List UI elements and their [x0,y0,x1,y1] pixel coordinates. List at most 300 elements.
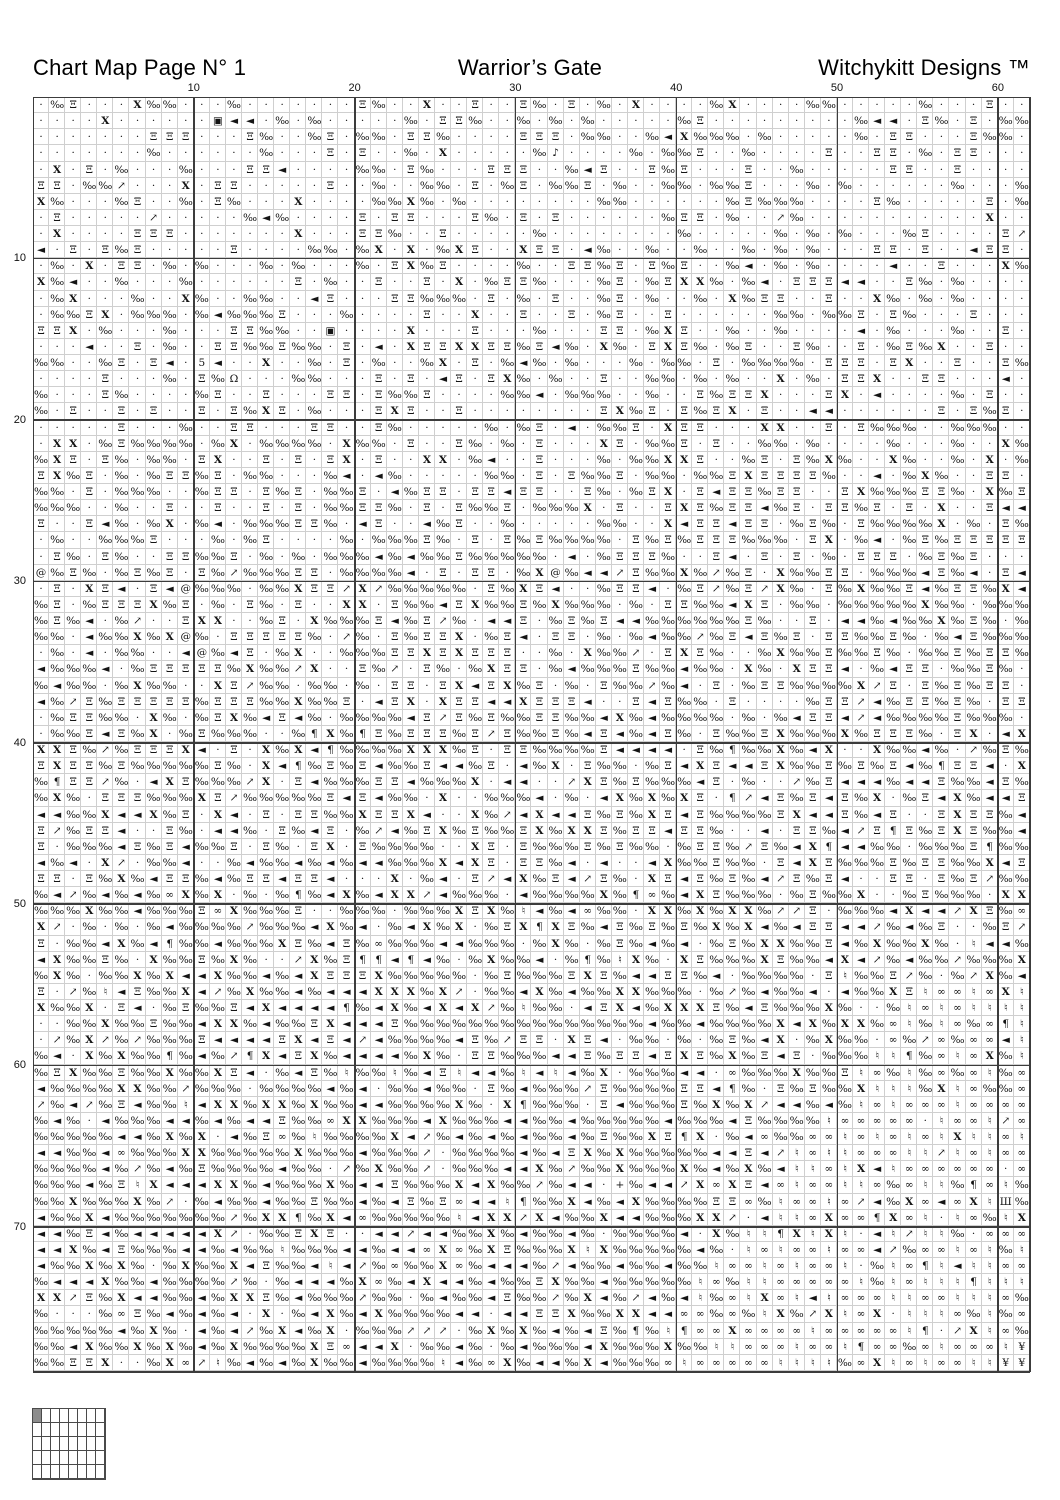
stitch-cell-hourglass: X [290,1032,306,1048]
stitch-cell-arrow-left: ◄ [628,742,644,758]
stitch-cell-permille: ‰ [65,468,81,484]
stitch-cell-dot: · [531,629,547,645]
stitch-cell-dot: · [612,1065,628,1081]
stitch-cell-dot: · [178,242,194,258]
stitch-cell-xi: Ξ [33,758,49,774]
stitch-cell-natural: ♮ [451,1065,467,1081]
stitch-cell-hourglass: X [129,968,145,984]
stitch-cell-xi: Ξ [966,113,982,129]
stitch-cell-infinity: ∞ [805,1258,821,1274]
stitch-cell-hourglass: X [178,887,194,903]
stitch-cell-dot: · [564,145,580,161]
stitch-cell-infinity: ∞ [933,1065,949,1081]
stitch-cell-permille: ‰ [499,1177,515,1193]
stitch-cell-dot: · [97,678,113,694]
stitch-cell-permille: ‰ [178,919,194,935]
stitch-cell-dot: · [998,758,1014,774]
stitch-cell-permille: ‰ [451,887,467,903]
stitch-cell-permille: ‰ [274,1081,290,1097]
stitch-cell-dot: · [869,1000,885,1016]
stitch-cell-arrow-left: ◄ [580,1000,596,1016]
stitch-cell-permille: ‰ [97,355,113,371]
stitch-cell-arrow-left: ◄ [805,1290,821,1306]
stitch-cell-xi: Ξ [773,678,789,694]
stitch-cell-dot: · [885,371,901,387]
stitch-cell-dot: · [548,468,564,484]
stitch-cell-arrow-left: ◄ [821,1097,837,1113]
stitch-cell-permille: ‰ [660,436,676,452]
stitch-cell-dot: · [483,1306,499,1322]
stitch-cell-permille: ‰ [901,516,917,532]
stitch-cell-permille: ‰ [371,839,387,855]
stitch-cell-dot: · [49,145,65,161]
stitch-cell-hourglass: X [355,1274,371,1290]
stitch-cell-infinity: ∞ [821,1177,837,1193]
stitch-cell-dot: · [773,387,789,403]
stitch-cell-hourglass: X [660,903,676,919]
stitch-cell-arrow-left: ◄ [499,613,515,629]
stitch-cell-dot: · [355,274,371,290]
stitch-cell-permille: ‰ [885,952,901,968]
stitch-cell-dot: · [33,291,49,307]
stitch-cell-infinity: ∞ [933,1032,949,1048]
stitch-cell-permille: ‰ [628,1081,644,1097]
stitch-cell-permille: ‰ [290,1258,306,1274]
stitch-cell-arrow-left: ◄ [676,661,692,677]
stitch-cell-permille: ‰ [564,726,580,742]
stitch-cell-xi: Ξ [226,742,242,758]
stitch-cell-xi: Ξ [403,162,419,178]
stitch-cell-xi: Ξ [226,629,242,645]
stitch-cell-permille: ‰ [676,113,692,129]
stitch-cell-xi: Ξ [162,565,178,581]
stitch-cell-omega: Ω [226,371,242,387]
stitch-cell-xi: Ξ [146,532,162,548]
stitch-cell-permille: ‰ [194,1000,210,1016]
stitch-cell-dot: · [33,532,49,548]
stitch-cell-hourglass: X [821,1032,837,1048]
stitch-cell-xi: Ξ [194,1161,210,1177]
stitch-cell-hourglass: X [258,403,274,419]
stitch-cell-xi: Ξ [531,420,547,436]
stitch-cell-hourglass: X [403,807,419,823]
stitch-cell-dot: · [451,97,467,113]
brand-label: Witchykitt Designs ™ [818,55,1030,80]
stitch-cell-permille: ‰ [371,1129,387,1145]
stitch-cell-dot: · [467,291,483,307]
stitch-cell-permille: ‰ [194,774,210,790]
stitch-cell-xi: Ξ [869,549,885,565]
stitch-cell-permille: ‰ [740,532,756,548]
stitch-cell-dot: · [322,355,338,371]
stitch-cell-permille: ‰ [644,532,660,548]
stitch-cell-arrow-ne: ↗ [355,1290,371,1306]
stitch-cell-xi: Ξ [901,581,917,597]
stitch-cell-infinity: ∞ [708,1274,724,1290]
stitch-cell-xi: Ξ [162,823,178,839]
stitch-cell-permille: ‰ [403,839,419,855]
stitch-cell-permille: ‰ [338,807,354,823]
stitch-cell-dot: · [821,226,837,242]
stitch-cell-arrow-left: ◄ [371,468,387,484]
stitch-cell-dot: · [998,194,1014,210]
stitch-cell-dot: · [146,823,162,839]
stitch-cell-permille: ‰ [1014,1290,1030,1306]
stitch-cell-xi: Ξ [258,871,274,887]
stitch-cell-permille: ‰ [998,661,1014,677]
stitch-cell-dot: · [805,210,821,226]
stitch-cell-hourglass: X [773,936,789,952]
stitch-cell-dot: · [901,387,917,403]
stitch-cell-dot: · [644,210,660,226]
stitch-cell-arrow-left: ◄ [435,887,451,903]
stitch-cell-permille: ‰ [821,726,837,742]
stitch-cell-xi: Ξ [548,710,564,726]
stitch-cell-xi: Ξ [740,162,756,178]
stitch-cell-permille: ‰ [226,968,242,984]
stitch-cell-permille: ‰ [499,1274,515,1290]
stitch-cell-xi: Ξ [548,210,564,226]
stitch-cell-dot: · [451,210,467,226]
stitch-cell-permille: ‰ [531,1129,547,1145]
stitch-cell-permille: ‰ [805,371,821,387]
stitch-cell-dot: · [515,226,531,242]
stitch-cell-dot: · [773,549,789,565]
stitch-cell-pilcrow: ¶ [676,1129,692,1145]
stitch-cell-arrow-left: ◄ [757,1177,773,1193]
stitch-cell-dot: · [129,129,145,145]
stitch-cell-permille: ‰ [226,871,242,887]
stitch-cell-permille: ‰ [210,1210,226,1226]
stitch-cell-permille: ‰ [451,726,467,742]
stitch-cell-hourglass: X [853,1161,869,1177]
stitch-cell-permille: ‰ [901,484,917,500]
stitch-cell-dot: · [129,403,145,419]
stitch-cell-permille: ‰ [757,355,773,371]
stitch-cell-permille: ‰ [708,661,724,677]
stitch-cell-dot: · [129,145,145,161]
stitch-cell-dot: · [612,484,628,500]
stitch-cell-permille: ‰ [194,1274,210,1290]
stitch-cell-dot: · [499,403,515,419]
stitch-cell-xi: Ξ [821,387,837,403]
stitch-cell-arrow-left: ◄ [869,1161,885,1177]
stitch-cell-permille: ‰ [982,742,998,758]
stitch-cell-dot: · [596,694,612,710]
stitch-cell-xi: Ξ [33,178,49,194]
stitch-cell-dot: · [322,371,338,387]
stitch-cell-dot: · [97,484,113,500]
stitch-cell-permille: ‰ [129,1323,145,1339]
stitch-cell-dot: · [949,339,965,355]
stitch-cell-permille: ‰ [612,1290,628,1306]
stitch-cell-dot: · [258,194,274,210]
stitch-cell-dot: · [226,129,242,145]
stitch-cell-permille: ‰ [355,1065,371,1081]
stitch-cell-permille: ‰ [113,1210,129,1226]
stitch-cell-dot: · [435,403,451,419]
stitch-cell-dot: · [129,774,145,790]
stitch-cell-dot: · [387,355,403,371]
stitch-cell-permille: ‰ [306,758,322,774]
stitch-cell-permille: ‰ [837,226,853,242]
stitch-cell-xi: Ξ [805,468,821,484]
stitch-cell-dot: · [1014,549,1030,565]
stitch-cell-xi: Ξ [724,532,740,548]
stitch-cell-xi: Ξ [1014,694,1030,710]
stitch-cell-arrow-left: ◄ [210,307,226,323]
stitch-cell-arrow-ne: ↗ [612,565,628,581]
stitch-cell-arrow-left: ◄ [355,919,371,935]
stitch-cell-dot: · [322,629,338,645]
stitch-cell-xi: Ξ [901,500,917,516]
stitch-cell-permille: ‰ [467,1016,483,1032]
stitch-cell-xi: Ξ [322,1226,338,1242]
stitch-cell-permille: ‰ [789,968,805,984]
stitch-cell-xi: Ξ [210,387,226,403]
stitch-cell-xi: Ξ [306,807,322,823]
stitch-cell-xi: Ξ [290,629,306,645]
stitch-cell-dot: · [901,549,917,565]
stitch-cell-xi: Ξ [210,500,226,516]
stitch-cell-permille: ‰ [1014,194,1030,210]
stitch-cell-dot: · [837,403,853,419]
stitch-cell-permille: ‰ [531,145,547,161]
stitch-cell-natural: ♮ [998,1177,1014,1193]
stitch-cell-dot: · [242,1306,258,1322]
stitch-cell-xi: Ξ [821,694,837,710]
stitch-cell-xi: Ξ [805,274,821,290]
stitch-cell-dot: · [242,436,258,452]
stitch-cell-xi: Ξ [467,903,483,919]
stitch-cell-permille: ‰ [419,194,435,210]
stitch-cell-permille: ‰ [371,436,387,452]
stitch-cell-natural: ♮ [821,1194,837,1210]
stitch-cell-hourglass: X [628,1194,644,1210]
stitch-cell-permille: ‰ [628,403,644,419]
stitch-cell-xi: Ξ [322,145,338,161]
stitch-cell-dot: · [274,129,290,145]
stitch-cell-xi: Ξ [322,581,338,597]
stitch-cell-xi: Ξ [757,758,773,774]
stitch-cell-permille: ‰ [596,1306,612,1322]
stitch-cell-permille: ‰ [306,1081,322,1097]
stitch-cell-xi: Ξ [49,1065,65,1081]
stitch-cell-permille: ‰ [178,952,194,968]
stitch-cell-permille: ‰ [821,307,837,323]
stitch-cell-arrow-left: ◄ [515,1113,531,1129]
stitch-cell-permille: ‰ [483,629,499,645]
stitch-cell-dot: · [355,468,371,484]
stitch-cell-dot: · [531,178,547,194]
stitch-cell-dot: · [242,613,258,629]
stitch-cell-dot: · [97,258,113,274]
stitch-cell-permille: ‰ [403,581,419,597]
stitch-cell-arrow-left: ◄ [515,1161,531,1177]
stitch-cell-permille: ‰ [676,1274,692,1290]
stitch-cell-xi: Ξ [596,871,612,887]
stitch-cell-permille: ‰ [33,1129,49,1145]
stitch-cell-dot: · [531,291,547,307]
stitch-cell-hourglass: X [210,678,226,694]
stitch-cell-dot: · [757,242,773,258]
stitch-cell-xi: Ξ [692,420,708,436]
stitch-cell-hourglass: X [258,1097,274,1113]
stitch-cell-infinity: ∞ [949,1000,965,1016]
stitch-cell-dot: · [676,549,692,565]
stitch-cell-permille: ‰ [998,952,1014,968]
stitch-cell-arrow-ne: ↗ [338,629,354,645]
stitch-cell-xi: Ξ [821,661,837,677]
stitch-cell-xi: Ξ [338,355,354,371]
stitch-cell-infinity: ∞ [451,1194,467,1210]
stitch-cell-xi: Ξ [306,565,322,581]
stitch-cell-arrow-ne: ↗ [146,210,162,226]
stitch-cell-arrow-left: ◄ [1014,581,1030,597]
stitch-cell-dot: · [708,194,724,210]
stitch-cell-arrow-left: ◄ [564,1113,580,1129]
stitch-cell-permille: ‰ [210,1339,226,1355]
stitch-cell-dot: · [628,242,644,258]
stitch-cell-permille: ‰ [564,1097,580,1113]
stitch-cell-arrow-left: ◄ [660,1306,676,1322]
stitch-cell-dot: · [805,387,821,403]
stitch-cell-permille: ‰ [789,1113,805,1129]
stitch-cell-dot: · [419,371,435,387]
stitch-cell-dot: · [178,210,194,226]
stitch-cell-hourglass: X [515,1323,531,1339]
stitch-cell-dot: · [660,952,676,968]
stitch-cell-dot: · [580,291,596,307]
stitch-cell-infinity: ∞ [757,1339,773,1355]
stitch-cell-permille: ‰ [97,1339,113,1355]
stitch-cell-xi: Ξ [515,129,531,145]
stitch-cell-dot: · [194,210,210,226]
stitch-cell-dot: · [660,226,676,242]
stitch-cell-arrow-left: ◄ [113,839,129,855]
stitch-cell-permille: ‰ [178,1210,194,1226]
stitch-cell-permille: ‰ [917,1016,933,1032]
stitch-cell-xi: Ξ [242,871,258,887]
stitch-cell-hourglass: X [306,968,322,984]
stitch-cell-xi: Ξ [548,1306,564,1322]
stitch-cell-permille: ‰ [708,1242,724,1258]
stitch-cell-xi: Ξ [998,532,1014,548]
stitch-cell-dot: · [1014,420,1030,436]
stitch-cell-dot: · [901,210,917,226]
stitch-cell-xi: Ξ [113,758,129,774]
stitch-cell-permille: ‰ [708,274,724,290]
grid-bold-line [1029,97,1031,1372]
stitch-cell-dot: · [65,258,81,274]
stitch-cell-permille: ‰ [644,323,660,339]
stitch-cell-permille: ‰ [242,565,258,581]
stitch-cell-permille: ‰ [692,339,708,355]
stitch-cell-permille: ‰ [65,1016,81,1032]
stitch-cell-permille: ‰ [419,1339,435,1355]
stitch-cell-permille: ‰ [773,839,789,855]
stitch-cell-permille: ‰ [49,1355,65,1371]
stitch-cell-permille: ‰ [740,291,756,307]
stitch-cell-dot: · [773,97,789,113]
stitch-cell-pilcrow: ¶ [917,1323,933,1339]
stitch-cell-natural: ♮ [789,1145,805,1161]
stitch-cell-dot: · [306,452,322,468]
stitch-cell-permille: ‰ [580,1065,596,1081]
stitch-cell-permille: ‰ [226,661,242,677]
stitch-cell-dot: · [531,516,547,532]
stitch-cell-dot: · [290,145,306,161]
stitch-cell-xi: Ξ [515,597,531,613]
stitch-cell-permille: ‰ [419,871,435,887]
stitch-cell-hourglass: X [322,919,338,935]
stitch-cell-xi: Ξ [757,726,773,742]
stitch-cell-dot: · [146,371,162,387]
stitch-cell-xi: Ξ [676,323,692,339]
stitch-cell-xi: Ξ [274,307,290,323]
stitch-cell-permille: ‰ [1014,452,1030,468]
stitch-cell-permille: ‰ [901,855,917,871]
stitch-cell-arrow-left: ◄ [837,871,853,887]
stitch-cell-permille: ‰ [531,597,547,613]
stitch-cell-dot: · [194,274,210,290]
stitch-cell-hourglass: X [419,452,435,468]
stitch-cell-arrow-left: ◄ [194,1323,210,1339]
stitch-cell-xi: Ξ [692,1081,708,1097]
stitch-cell-dot: · [387,162,403,178]
stitch-cell-permille: ‰ [773,194,789,210]
stitch-cell-hourglass: X [933,516,949,532]
stitch-cell-permille: ‰ [789,678,805,694]
stitch-cell-arrow-left: ◄ [49,887,65,903]
stitch-cell-dot: · [467,1081,483,1097]
stitch-cell-arrow-ne: ↗ [628,645,644,661]
stitch-cell-permille: ‰ [451,823,467,839]
stitch-cell-arrow-left: ◄ [917,581,933,597]
stitch-cell-xi: Ξ [403,291,419,307]
stitch-cell-xi: Ξ [258,1290,274,1306]
stitch-cell-arrow-left: ◄ [596,565,612,581]
stitch-cell-natural: ♮ [1014,1032,1030,1048]
stitch-cell-permille: ‰ [146,855,162,871]
stitch-cell-natural: ♮ [322,1258,338,1274]
stitch-cell-arrow-left: ◄ [33,1145,49,1161]
stitch-cell-infinity: ∞ [789,1274,805,1290]
stitch-cell-infinity: ∞ [805,1194,821,1210]
stitch-cell-xi: Ξ [692,581,708,597]
stitch-cell-arrow-left: ◄ [33,1226,49,1242]
stitch-cell-arrow-ne: ↗ [949,903,965,919]
stitch-cell-xi: Ξ [242,129,258,145]
stitch-cell-infinity: ∞ [869,1323,885,1339]
stitch-cell-xi: Ξ [740,387,756,403]
stitch-cell-permille: ‰ [708,710,724,726]
stitch-cell-xi: Ξ [515,274,531,290]
stitch-cell-permille: ‰ [258,145,274,161]
stitch-cell-xi: Ξ [210,484,226,500]
stitch-cell-hourglass: X [885,1210,901,1226]
stitch-cell-permille: ‰ [805,678,821,694]
stitch-cell-permille: ‰ [612,1274,628,1290]
stitch-cell-dot: · [97,565,113,581]
stitch-cell-permille: ‰ [548,1339,564,1355]
stitch-cell-permille: ‰ [966,645,982,661]
stitch-cell-permille: ‰ [676,1145,692,1161]
stitch-cell-permille: ‰ [146,97,162,113]
stitch-cell-pilcrow: ¶ [966,1177,982,1193]
stitch-cell-dot: · [146,194,162,210]
stitch-cell-permille: ‰ [548,1194,564,1210]
